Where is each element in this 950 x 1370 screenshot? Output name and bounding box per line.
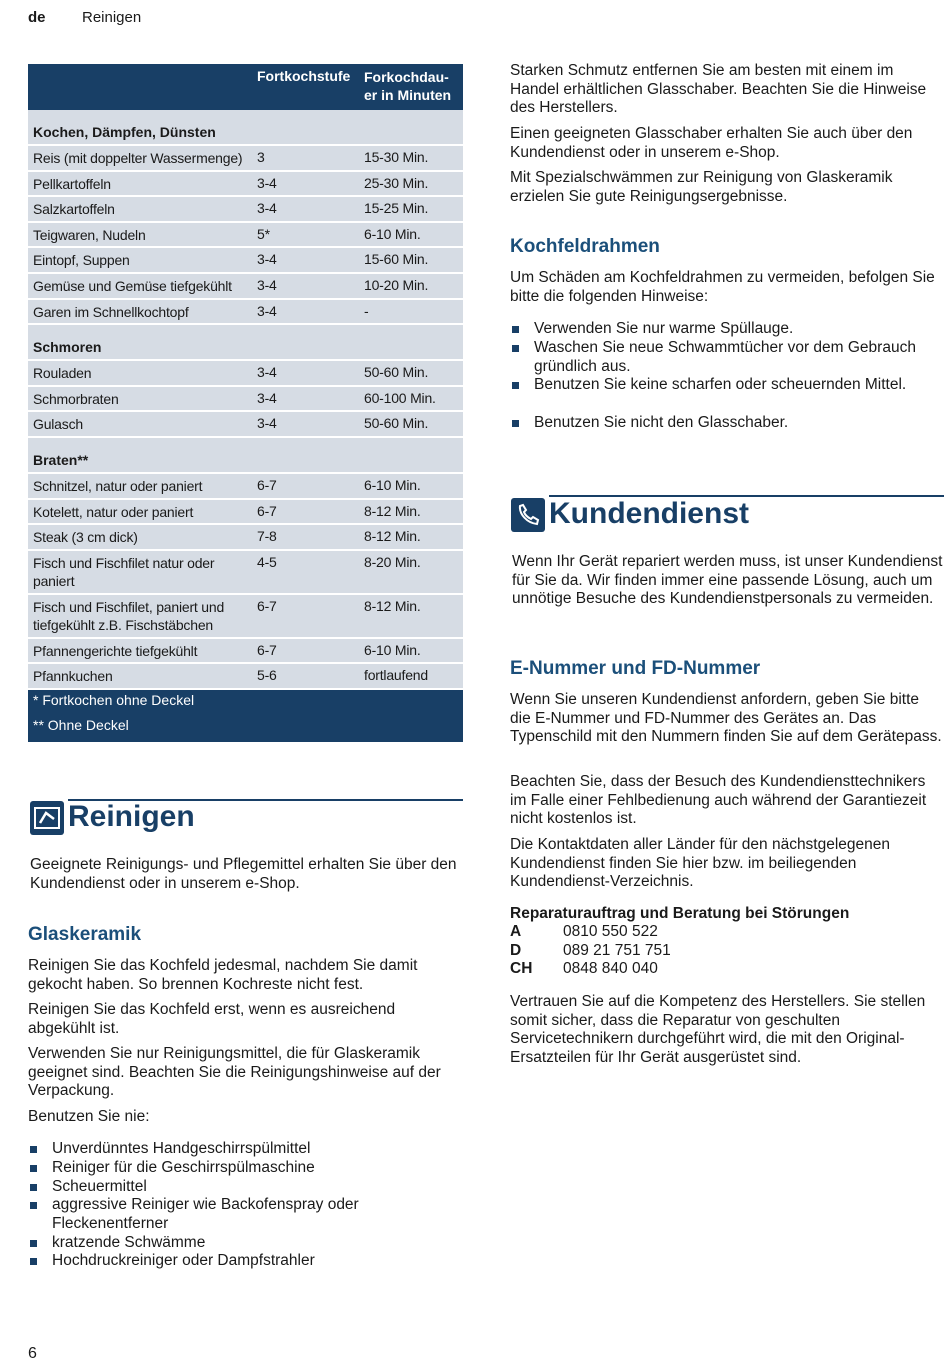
table-section	[28, 110, 463, 146]
list-item: aggressive Reiniger wie Backofenspray oder Fleckenentferner	[28, 1196, 462, 1233]
cell-time: -	[364, 302, 369, 319]
cell-name: Schnitzel, natur oder paniert	[33, 477, 203, 494]
table-row	[28, 146, 463, 172]
kundendienst-heading: Kundendienst	[549, 497, 749, 530]
phone-country: A	[510, 923, 522, 940]
cleaning-icon	[30, 801, 64, 835]
table-row	[28, 300, 463, 326]
table-row	[28, 274, 463, 300]
table-section	[28, 438, 463, 474]
phone-entry	[510, 923, 658, 942]
kundendienst-intro: Wenn Ihr Gerät repariert werden muss, ist unser Kundendienst für Sie da. Wir finden immer eine passende Lösung, auch um unnötige Besuche des Kundendienstpersonals zu vermeiden.	[512, 553, 943, 608]
section-title: Kochen, Dämpfen, Dünsten	[33, 124, 216, 140]
cell-name: Schmorbraten	[33, 390, 119, 407]
cell-name: Gulasch	[33, 416, 83, 433]
cell-level: 5*	[257, 225, 270, 242]
cell-level: 7-8	[257, 528, 277, 545]
list-item: Hochdruckreiniger oder Dampfstrahler	[28, 1252, 462, 1271]
cell-time: 6-10 Min.	[364, 225, 421, 242]
section-title: Schmoren	[33, 339, 102, 356]
footnote-2: ** Ohne Deckel	[33, 716, 129, 733]
e-nummer-p1: Wenn Sie unseren Kundendienst anfordern, geben Sie bitte die E-Nummer und FD-Nummer des Gerätes an. Das Typenschild mit den Nummern finden Sie auf dem Gerätepass.	[510, 691, 942, 746]
phone-number: 089 21 751 751	[563, 941, 671, 959]
cell-name: Pfannkuchen	[33, 668, 113, 685]
list-item: Scheuermittel	[28, 1178, 462, 1197]
table-row	[28, 474, 463, 500]
cell-level: 3-4	[257, 276, 277, 293]
cell-level: 3-4	[257, 174, 277, 191]
list-item: Benutzen Sie keine scharfen oder scheuernden Mittel.	[510, 376, 944, 395]
cell-time: 25-30 Min.	[364, 174, 429, 191]
cell-name: Kotelett, natur oder paniert	[33, 503, 194, 520]
phone-entry	[510, 942, 671, 961]
closing-text: Vertrauen Sie auf die Kompetenz des Herstellers. Sie stellen somit sicher, dass die Reparatur von geschulten Servicetechnikern durchgeführt wird, die mit den Original-Ersatzteilen für Ihr Gerät ausgerüstet sind.	[510, 993, 926, 1066]
list-item: Benutzen Sie nicht den Glasschaber.	[510, 414, 944, 433]
phone-number: 0810 550 522	[563, 923, 658, 940]
list-item: Unverdünntes Handgeschirrspülmittel	[28, 1140, 462, 1159]
repair-title: Reparaturauftrag und Beratung bei Störungen	[510, 905, 850, 922]
cell-name: Eintopf, Suppen	[33, 252, 130, 269]
glaskeramik-heading: Glaskeramik	[28, 924, 142, 945]
cell-level: 4-5	[257, 553, 277, 570]
table-row	[28, 361, 463, 387]
list-item: Verwenden Sie nur warme Spüllauge.	[510, 320, 944, 339]
reinigen-intro: Geeignete Reinigungs- und Pflegemittel erhalten Sie über den Kundendienst oder in unserem e-Shop.	[30, 856, 457, 892]
cell-time: 50-60 Min.	[364, 364, 429, 381]
table-section	[28, 325, 463, 361]
cell-name: Garen im Schnellkochtopf	[33, 303, 189, 320]
language-code: de	[28, 9, 46, 26]
glaskeramik-p1: Reinigen Sie das Kochfeld jedesmal, nachdem Sie damit gekocht haben. So brennen Kochreste nicht fest.	[28, 957, 418, 993]
phone-country: D	[510, 941, 522, 959]
cell-time: 8-20 Min.	[364, 553, 421, 570]
table-row	[28, 551, 463, 595]
cell-time: 15-25 Min.	[364, 200, 429, 217]
cell-level: 3-4	[257, 200, 277, 217]
cell-time: fortlaufend	[364, 667, 428, 684]
col-level-header: Fortkochstufe	[257, 68, 351, 84]
glaskeramik-p3: Verwenden Sie nur Reinigungsmittel, die für Glaskeramik geeignet sind. Beachten Sie die Reinigungshinweise auf der Verpackung.	[28, 1045, 441, 1100]
cell-time: 10-20 Min.	[364, 276, 429, 293]
cell-level: 3	[257, 149, 265, 165]
table-row	[28, 500, 463, 526]
cell-level: 3-4	[257, 364, 277, 381]
cell-name: Fisch und Fischfilet natur oder paniert	[33, 554, 215, 589]
cell-time: 6-10 Min.	[364, 476, 421, 493]
table-row	[28, 387, 463, 413]
phone-entry	[510, 960, 658, 979]
col-time-header: Forkochdau- er in Minuten	[364, 69, 452, 103]
glaskeramik-p4: Benutzen Sie nie:	[28, 1108, 150, 1125]
table-row	[28, 664, 463, 690]
section-title: Braten**	[33, 451, 89, 468]
kochfeldrahmen-intro: Um Schäden am Kochfeldrahmen zu vermeiden, befolgen Sie bitte die folgenden Hinweise:	[510, 269, 935, 305]
phone-icon	[511, 498, 545, 532]
right-p1: Starken Schmutz entfernen Sie am besten mit einem im Handel erhältlichen Glasschaber. Beachten Sie die Hinweise des Herstellers.	[510, 62, 927, 117]
cell-name: Teigwaren, Nudeln	[33, 226, 146, 243]
list-item: Reiniger für die Geschirrspülmaschine	[28, 1159, 462, 1178]
cell-name: Fisch und Fischfilet, paniert und tiefgekühlt z.B. Fischstäbchen	[33, 598, 225, 633]
cell-name: Reis (mit doppelter Wassermenge)	[33, 150, 243, 166]
cell-time: 50-60 Min.	[364, 415, 429, 432]
table-row	[28, 639, 463, 665]
reinigen-heading: Reinigen	[68, 800, 195, 833]
cell-time: 8-12 Min.	[364, 528, 421, 545]
cell-level: 3-4	[257, 302, 277, 319]
cell-time: 8-12 Min.	[364, 502, 421, 519]
table-row	[28, 412, 463, 438]
cell-time: 15-60 Min.	[364, 251, 429, 268]
cell-time: 6-10 Min.	[364, 641, 421, 658]
cell-level: 3-4	[257, 251, 277, 268]
table-row	[28, 248, 463, 274]
cell-level: 3-4	[257, 389, 277, 406]
table-row	[28, 197, 463, 223]
cell-level: 6-7	[257, 502, 277, 519]
kochfeldrahmen-heading: Kochfeldrahmen	[510, 236, 660, 257]
phone-country: CH	[510, 960, 533, 978]
cell-name: Pellkartoffeln	[33, 175, 111, 192]
e-nummer-heading: E-Nummer und FD-Nummer	[510, 658, 761, 679]
cell-name: Rouladen	[33, 365, 92, 382]
cell-level: 3-4	[257, 415, 277, 432]
list-item: Waschen Sie neue Schwammtücher vor dem Gebrauch gründlich aus.	[510, 339, 944, 376]
table-row	[28, 172, 463, 198]
cell-time: 60-100 Min.	[364, 389, 436, 406]
cell-name: Steak (3 cm dick)	[33, 529, 138, 546]
list-item: kratzende Schwämme	[28, 1234, 462, 1253]
cell-level: 6-7	[257, 641, 277, 658]
cell-level: 6-7	[257, 476, 277, 493]
right-p3: Mit Spezialschwämmen zur Reinigung von Glaskeramik erzielen Sie gute Reinigungsergebnisse.	[510, 169, 893, 205]
e-nummer-p3: Die Kontaktdaten aller Länder für den nächstgelegenen Kundendienst finden Sie hier bzw. im beiliegenden Kundendienst-Verzeichnis.	[510, 836, 891, 891]
table-row	[28, 595, 463, 639]
cell-name: Gemüse und Gemüse tiefgekühlt	[33, 277, 232, 294]
cell-name: Pfannengerichte tiefgekühlt	[33, 642, 198, 659]
table-row	[28, 223, 463, 249]
cell-level: 6-7	[257, 597, 277, 614]
cell-level: 5-6	[257, 667, 277, 684]
table-header	[28, 64, 463, 110]
phone-number: 0848 840 040	[563, 960, 658, 978]
table-row	[28, 525, 463, 551]
glaskeramik-p2: Reinigen Sie das Kochfeld erst, wenn es ausreichend abgekühlt ist.	[28, 1001, 396, 1037]
cooking-table	[28, 64, 463, 742]
table-footnotes	[28, 690, 463, 742]
page-number: 6	[28, 1345, 37, 1362]
cell-name: Salzkartoffeln	[33, 201, 115, 218]
cell-time: 15-30 Min.	[364, 149, 429, 165]
header-title: Reinigen	[82, 9, 142, 26]
footnote-1: * Fortkochen ohne Deckel	[33, 691, 195, 708]
e-nummer-p2: Beachten Sie, dass der Besuch des Kundendiensttechnikers im Falle einer Fehlbedienung auch während der Garantiezeit nicht kostenlos ist.	[510, 773, 927, 828]
cell-time: 8-12 Min.	[364, 597, 421, 614]
right-p2: Einen geeigneten Glasschaber erhalten Sie auch über den Kundendienst oder in unserem e-Shop.	[510, 125, 913, 161]
